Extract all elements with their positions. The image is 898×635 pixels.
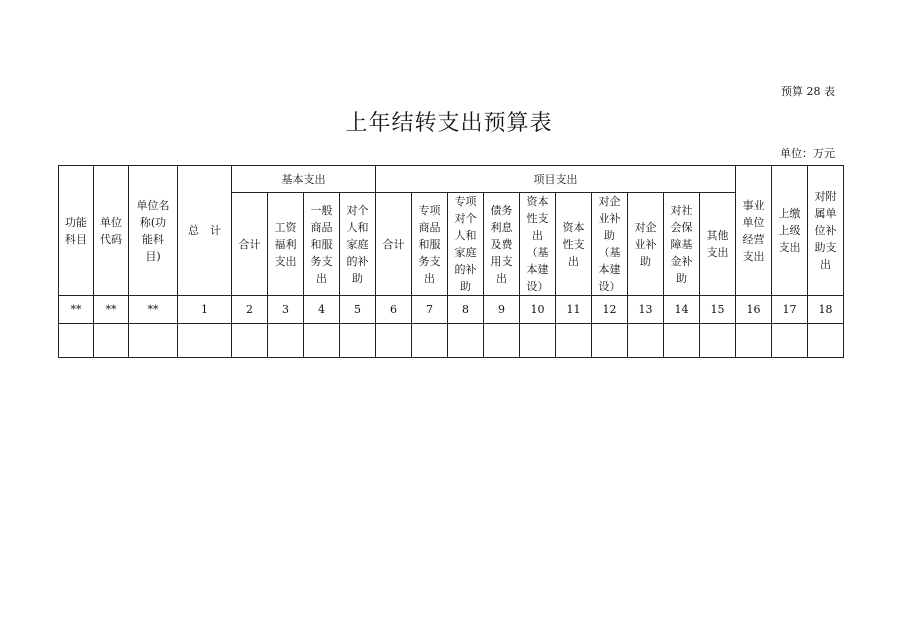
header-text-line: 功能	[65, 215, 87, 229]
blank-cell	[304, 324, 340, 358]
header-text-line: 资本	[562, 220, 585, 234]
header-text-line: 人和	[346, 220, 369, 234]
blank-cell	[178, 324, 232, 358]
header-text-line: 性支	[562, 237, 585, 251]
header-text-line: 商品	[418, 220, 441, 234]
header-text-line: 及费	[490, 237, 513, 251]
header-special-personal	[448, 193, 484, 296]
blank-cell	[412, 324, 448, 358]
header-text-line: 利息	[490, 220, 513, 234]
blank-cell	[556, 324, 592, 358]
code-cell: 1	[178, 296, 232, 324]
header-text-line: 单位名	[136, 198, 170, 212]
blank-cell	[520, 324, 556, 358]
header-text-line: 助支	[814, 241, 837, 254]
header-text-line: 其他	[706, 229, 729, 242]
blank-cell	[268, 324, 304, 358]
header-text-line: 务支	[310, 254, 333, 268]
header-text-line: 对个	[454, 212, 477, 225]
header-text-line: 专项	[418, 203, 441, 217]
form-number: 预算 28 表	[781, 85, 835, 98]
code-cell: 18	[808, 296, 844, 324]
header-text-line: 对企	[634, 220, 657, 234]
header-text-line: 助	[460, 280, 471, 293]
header-unit-code	[94, 166, 129, 296]
header-text-line: 支出	[742, 249, 765, 263]
blank-cell	[129, 324, 178, 358]
header-text-line: 对个	[346, 203, 369, 217]
header-text-line: 代码	[100, 232, 122, 246]
unit-label: 单位：万元	[780, 147, 835, 160]
blank-cell	[808, 324, 844, 358]
code-cell: 14	[664, 296, 700, 324]
blank-cell	[772, 324, 808, 358]
code-cell: 6	[376, 296, 412, 324]
header-text-line: 助	[352, 271, 363, 285]
header-text-line: 称(功	[139, 215, 167, 229]
code-cell: 3	[268, 296, 304, 324]
code-cell: 8	[448, 296, 484, 324]
header-text-line: 一般	[310, 203, 333, 217]
header-text-line: （基	[526, 246, 549, 259]
header-text-line: 目)	[145, 249, 161, 263]
header-text-line: 家庭	[454, 246, 477, 259]
header-text-line: 和服	[418, 237, 441, 251]
header-text-line: 出	[316, 271, 327, 285]
header-basic-total: 合计	[232, 193, 268, 296]
header-text-line: 人和	[454, 229, 477, 242]
header-row-groups	[59, 166, 844, 193]
header-text-line: 设）	[526, 280, 549, 293]
header-salary	[268, 193, 304, 296]
header-text-line: 的补	[454, 263, 477, 276]
code-cell: 15	[700, 296, 736, 324]
header-text-line: 助	[604, 229, 615, 242]
code-cell: 13	[628, 296, 664, 324]
header-enterprise-subsidy	[628, 193, 664, 296]
header-personal-subsidy	[340, 193, 376, 296]
header-text-line: 资本	[526, 195, 549, 208]
header-text-line: 能科	[142, 232, 164, 246]
blank-cell	[484, 324, 520, 358]
header-text-line: 助	[676, 271, 687, 285]
header-text-line: 出	[424, 271, 435, 285]
code-cell: 9	[484, 296, 520, 324]
header-func-subject	[59, 166, 94, 296]
header-text-line: 支出	[706, 246, 729, 259]
header-text-line: 位补	[814, 224, 837, 237]
header-project-group: 项目支出	[376, 166, 736, 193]
header-text-line: 会保	[670, 220, 693, 234]
header-business-op	[736, 166, 772, 296]
header-text-line: 业补	[634, 237, 657, 251]
header-enterprise-subsidy-basic	[592, 193, 628, 296]
header-text-line: 上缴	[778, 207, 801, 220]
header-capital-expend	[520, 193, 556, 296]
header-text-line: 金补	[670, 254, 693, 268]
code-cell: 10	[520, 296, 556, 324]
header-text-line: 出	[496, 271, 507, 285]
header-text-line: 出	[568, 254, 579, 268]
code-cell: 2	[232, 296, 268, 324]
header-social-security-subsidy	[664, 193, 700, 296]
header-special-goods	[412, 193, 448, 296]
code-cell: 7	[412, 296, 448, 324]
code-cell: **	[94, 296, 129, 324]
header-debt-interest	[484, 193, 520, 296]
header-text-line: 属单	[814, 207, 837, 220]
blank-cell	[340, 324, 376, 358]
blank-cell	[376, 324, 412, 358]
header-unit-name	[129, 166, 178, 296]
header-text-line: 专项	[454, 195, 477, 208]
header-text-line: 事业	[742, 198, 765, 212]
header-text-line: 设）	[598, 280, 621, 293]
header-text-line: 家庭	[346, 237, 369, 251]
code-cell: 16	[736, 296, 772, 324]
header-to-affiliated	[808, 166, 844, 296]
header-other	[700, 193, 736, 296]
header-text-line: 性支	[526, 212, 549, 225]
blank-cell	[628, 324, 664, 358]
blank-cell	[700, 324, 736, 358]
header-text-line: 支出	[778, 241, 801, 254]
header-basic-group: 基本支出	[232, 166, 376, 193]
header-capital-expend-2	[556, 193, 592, 296]
blank-cell	[736, 324, 772, 358]
header-text-line: 障基	[670, 237, 693, 251]
header-text-line: 福利	[274, 237, 297, 251]
header-text-line: 和服	[310, 237, 333, 251]
header-text-line: 债务	[490, 203, 513, 217]
code-cell: 17	[772, 296, 808, 324]
header-text-line: 业补	[598, 212, 621, 225]
code-cell: 12	[592, 296, 628, 324]
code-row	[59, 296, 844, 324]
header-text-line: 对社	[670, 203, 693, 217]
header-text-line: 对附	[814, 190, 837, 203]
header-goods-services	[304, 193, 340, 296]
header-to-upper	[772, 166, 808, 296]
blank-cell	[592, 324, 628, 358]
header-text-line: 助	[640, 254, 651, 268]
header-text-line: 工资	[274, 220, 297, 234]
header-text-line: 支出	[274, 254, 297, 268]
budget-table	[58, 165, 844, 358]
header-text-line: 务支	[418, 254, 441, 268]
blank-cell	[94, 324, 129, 358]
code-cell: 11	[556, 296, 592, 324]
header-text-line: 单位	[742, 215, 765, 229]
header-text-line: 用支	[490, 254, 513, 268]
header-text-line: 本建	[526, 263, 549, 276]
header-text-line: 的补	[346, 254, 369, 268]
blank-cell	[448, 324, 484, 358]
header-text-line: 出	[532, 229, 543, 242]
header-text-line: 上级	[778, 224, 801, 237]
header-proj-total: 合计	[376, 193, 412, 296]
code-cell: **	[59, 296, 94, 324]
blank-cell	[59, 324, 94, 358]
header-text-line: 商品	[310, 220, 333, 234]
code-cell: 5	[340, 296, 376, 324]
header-text-line: 科目	[65, 232, 87, 246]
blank-cell	[232, 324, 268, 358]
code-cell: 4	[304, 296, 340, 324]
blank-cell	[664, 324, 700, 358]
header-text-line: 单位	[100, 215, 122, 229]
header-text-line: 对企	[598, 195, 621, 208]
header-text-line: 本建	[598, 263, 621, 276]
header-total: 总 计	[178, 166, 232, 296]
header-text-line: （基	[598, 246, 621, 259]
blank-row	[59, 324, 844, 358]
code-cell: **	[129, 296, 178, 324]
header-text-line: 经营	[742, 232, 765, 246]
page-title: 上年结转支出预算表	[345, 111, 553, 136]
header-text-line: 出	[820, 258, 831, 271]
